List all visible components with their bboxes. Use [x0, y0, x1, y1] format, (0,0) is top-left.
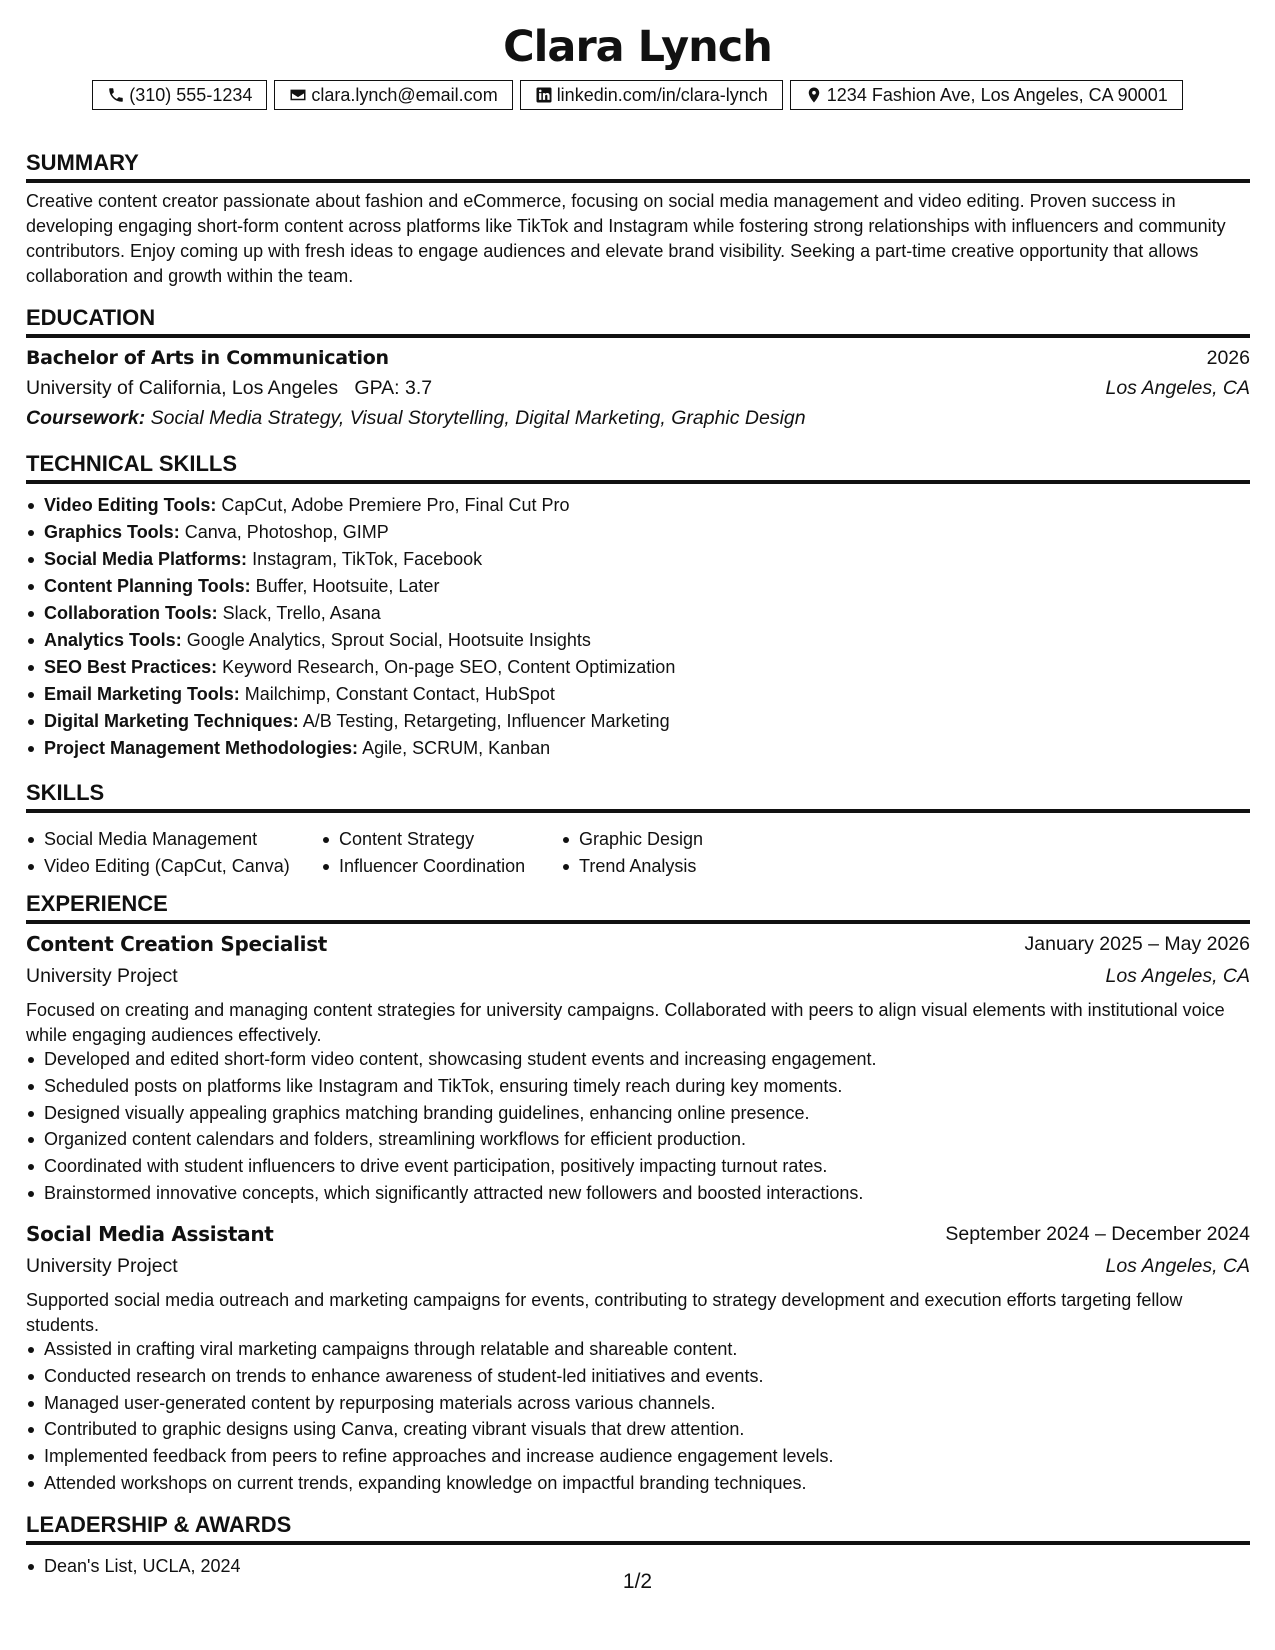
list-item: [26, 546, 1250, 573]
skill-category-label: Project Management Methodologies:: [44, 738, 359, 758]
list-item: [26, 654, 1250, 681]
section-title-summary: SUMMARY: [26, 150, 1250, 183]
job-org: University Project: [26, 1254, 178, 1277]
contact-email-text: clara.lynch@email.com: [311, 84, 498, 105]
list-item: [26, 735, 1250, 762]
skill-category-label: Content Planning Tools:: [44, 576, 251, 596]
skill-category-value: CapCut, Adobe Premiere Pro, Final Cut Pro: [221, 495, 570, 515]
skill-category-value: Instagram, TikTok, Facebook: [252, 549, 483, 569]
list-item: Implemented feedback from peers to refine approaches and increase audience engagement levels.: [26, 1443, 1250, 1470]
contact-email[interactable]: [274, 80, 512, 110]
skill-category-value: Canva, Photoshop, GIMP: [184, 522, 389, 542]
list-item: [26, 600, 1250, 627]
list-item: Social Media Management: [26, 826, 321, 853]
section-title-experience: EXPERIENCE: [26, 891, 1250, 924]
education-gpa: GPA: 3.7: [354, 376, 433, 399]
skill-category-value: A/B Testing, Retargeting, Influencer Marketing: [302, 711, 670, 731]
skill-category-label: Graphics Tools:: [44, 522, 180, 542]
job-location: Los Angeles, CA: [1105, 1254, 1250, 1277]
contact-address-text: 1234 Fashion Ave, Los Angeles, CA 90001: [826, 84, 1168, 105]
skill-category-label: Email Marketing Tools:: [44, 684, 240, 704]
section-title-skills: SKILLS: [26, 780, 1250, 813]
job-dates: September 2024 – December 2024: [945, 1222, 1250, 1245]
skill-category-value: Agile, SCRUM, Kanban: [362, 738, 551, 758]
list-item: [26, 573, 1250, 600]
contact-linkedin-text: linkedin.com/in/clara-lynch: [556, 84, 768, 105]
list-item: Dean's List, UCLA, 2024: [26, 1553, 1250, 1580]
map-pin-icon: [805, 86, 823, 104]
phone-icon: [107, 86, 125, 104]
list-item: Coordinated with student influencers to drive event participation, positively impacting turnout rates.: [26, 1153, 1250, 1180]
list-item: Influencer Coordination: [321, 853, 561, 880]
linkedin-icon: [535, 86, 553, 104]
job-role: Content Creation Specialist: [26, 932, 328, 956]
education-coursework-row: [26, 404, 1250, 432]
education-school-group: [26, 377, 432, 400]
section-title-education: EDUCATION: [26, 305, 1250, 338]
job-description: Supported social media outreach and marketing campaigns for events, contributing to strategy development and execution efforts targeting fellow students.: [26, 1290, 1183, 1335]
list-item: Managed user-generated content by repurposing materials across various channels.: [26, 1390, 1250, 1417]
list-item: [26, 492, 1250, 519]
candidate-name: Clara Lynch: [503, 22, 772, 72]
job-location: Los Angeles, CA: [1105, 964, 1250, 987]
section-title-technical-skills: TECHNICAL SKILLS: [26, 451, 1250, 484]
list-item: Organized content calendars and folders, streamlining workflows for efficient production.: [26, 1126, 1250, 1153]
job-org: University Project: [26, 964, 178, 987]
envelope-icon: [289, 86, 307, 104]
contact-row: [0, 80, 1275, 110]
skill-category-label: Social Media Platforms:: [44, 549, 248, 569]
page-number: 1/2: [622, 1570, 653, 1593]
list-item: Content Strategy: [321, 826, 561, 853]
skill-category-label: Video Editing Tools:: [44, 495, 217, 515]
job-description: Focused on creating and managing content strategies for university campaigns. Collaborated with peers to align visual elements with institutional voice while engaging audiences effectively.: [26, 1000, 1225, 1045]
job-title-row: [26, 1220, 1250, 1248]
skill-category-value: Slack, Trello, Asana: [222, 603, 381, 623]
skills-grid: [26, 826, 761, 880]
list-item: Designed visually appealing graphics matching branding guidelines, enhancing online presence.: [26, 1100, 1250, 1127]
skills-column: [321, 826, 561, 880]
list-item: [26, 681, 1250, 708]
skill-category-label: Digital Marketing Techniques:: [44, 711, 299, 731]
list-item: Conducted research on trends to enhance awareness of student-led initiatives and events.: [26, 1363, 1250, 1390]
list-item: [26, 708, 1250, 735]
contact-phone-text: (310) 555-1234: [129, 84, 253, 105]
section-title-leadership: LEADERSHIP & AWARDS: [26, 1512, 1250, 1545]
technical-skills-list: [26, 492, 1250, 762]
contact-linkedin[interactable]: [520, 80, 783, 110]
education-degree-row: [26, 344, 1250, 372]
job-dates: January 2025 – May 2026: [1024, 932, 1250, 955]
list-item: Trend Analysis: [561, 853, 761, 880]
skill-category-value: Mailchimp, Constant Contact, HubSpot: [244, 684, 555, 704]
education-school: University of California, Los Angeles: [26, 376, 339, 399]
list-item: Developed and edited short-form video content, showcasing student events and increasing engagement.: [26, 1046, 1250, 1073]
list-item: Brainstormed innovative concepts, which significantly attracted new followers and boosted interactions.: [26, 1180, 1250, 1207]
contact-phone[interactable]: [92, 80, 267, 110]
list-item: [26, 519, 1250, 546]
skill-category-label: Collaboration Tools:: [44, 603, 218, 623]
job-org-row: [26, 1252, 1250, 1280]
list-item: Scheduled posts on platforms like Instagram and TikTok, ensuring timely reach during key moments.: [26, 1073, 1250, 1100]
coursework-label: Coursework:: [26, 406, 146, 429]
list-item: Video Editing (CapCut, Canva): [26, 853, 321, 880]
skill-category-value: Buffer, Hootsuite, Later: [255, 576, 440, 596]
education-year: 2026: [1206, 346, 1250, 369]
skill-category-value: Google Analytics, Sprout Social, Hootsuite Insights: [186, 630, 591, 650]
skills-column: [561, 826, 761, 880]
list-item: Attended workshops on current trends, expanding knowledge on impactful branding techniques.: [26, 1470, 1250, 1497]
education-degree: Bachelor of Arts in Communication: [26, 347, 389, 369]
job-org-row: [26, 962, 1250, 990]
list-item: [26, 627, 1250, 654]
job-role: Social Media Assistant: [26, 1222, 274, 1246]
skill-category-value: Keyword Research, On-page SEO, Content Optimization: [222, 657, 676, 677]
skill-category-label: SEO Best Practices:: [44, 657, 218, 677]
list-item: Contributed to graphic designs using Canva, creating vibrant visuals that drew attention.: [26, 1416, 1250, 1443]
skills-column: [26, 826, 321, 880]
job-bullets: [26, 1046, 1250, 1207]
job-title-row: [26, 930, 1250, 958]
skill-category-label: Analytics Tools:: [44, 630, 182, 650]
list-item: Graphic Design: [561, 826, 761, 853]
contact-address[interactable]: [790, 80, 1183, 110]
education-location: Los Angeles, CA: [1105, 376, 1250, 399]
job-bullets: [26, 1336, 1250, 1497]
list-item: Assisted in crafting viral marketing campaigns through relatable and shareable content.: [26, 1336, 1250, 1363]
coursework-list: Social Media Strategy, Visual Storytelling, Digital Marketing, Graphic Design: [150, 406, 806, 429]
education-school-row: [26, 374, 1250, 402]
summary-text: Creative content creator passionate about fashion and eCommerce, focusing on social media management and video editing. Proven success in developing engaging short-form content across platforms like TikTok and Instagram while fostering strong relationships with influencers and community contributors. Enjoy coming up with fresh ideas to engage audiences and elevate brand visibility. Seeking a part-time creative opportunity that allows collaboration and growth within the team.: [26, 191, 1226, 286]
